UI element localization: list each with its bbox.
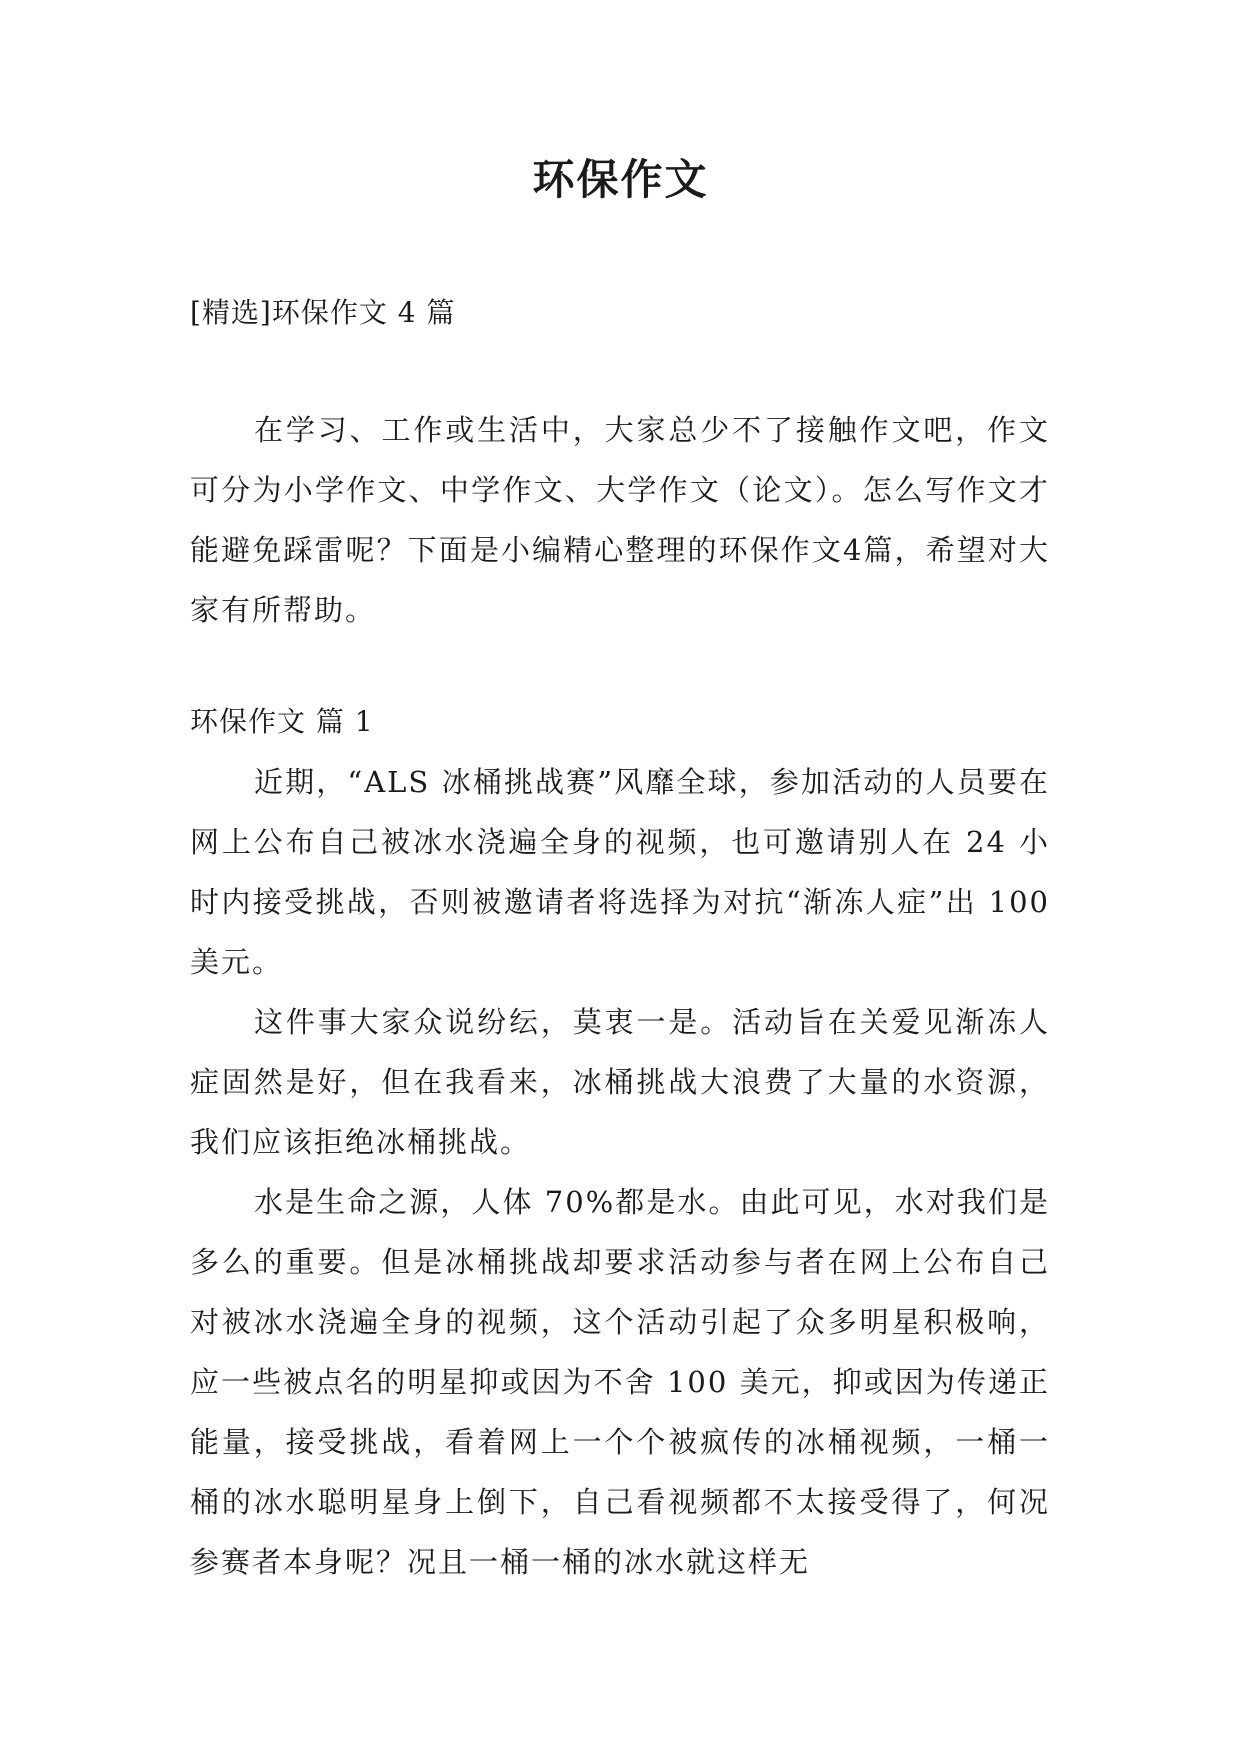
body-paragraph: 近期，“ALS 冰桶挑战赛”风靡全球，参加活动的人员要在网上公布自己被冰水浇遍全身的视频，也可邀请别人在 24 小时内接受挑战，否则被邀请者将选择为对抗“渐冻人症”出 100 美元。 [190, 765, 1050, 979]
document-title: 环保作文 [532, 155, 709, 204]
intro-paragraph: 在学习、工作或生活中，大家总少不了接触作文吧，作文可分为小学作文、中学作文、大学作文（论文）。怎么写作文才能避免踩雷呢？下面是小编精心整理的环保作文4篇，希望对大家有所帮助。 [190, 413, 1050, 627]
body-paragraph: 这件事大家众说纷纭，莫衷一是。活动旨在关爱见渐冻人症固然是好，但在我看来，冰桶挑战大浪费了大量的水资源，我们应该拒绝冰桶挑战。 [190, 1005, 1050, 1159]
section-heading: 环保作文 篇 1 [190, 705, 374, 738]
document-subtitle: [精选]环保作文 4 篇 [190, 296, 456, 329]
body-paragraph: 水是生命之源，人体 70%都是水。由此可见，水对我们是多么的重要。但是冰桶挑战却要求活动参与者在网上公布自己对被冰水浇遍全身的视频，这个活动引起了众多明星积极响，应一些被点名的明星抑或因为不舍 100 美元，抑或因为传递正能量，接受挑战，看着网上一个个被疯传的冰桶视频，一桶一桶的冰水聪明星身上倒下，自己看视频都不太接受得了，何况参赛者本身呢？况且一桶一桶的冰水就这样无 [190, 1185, 1050, 1579]
